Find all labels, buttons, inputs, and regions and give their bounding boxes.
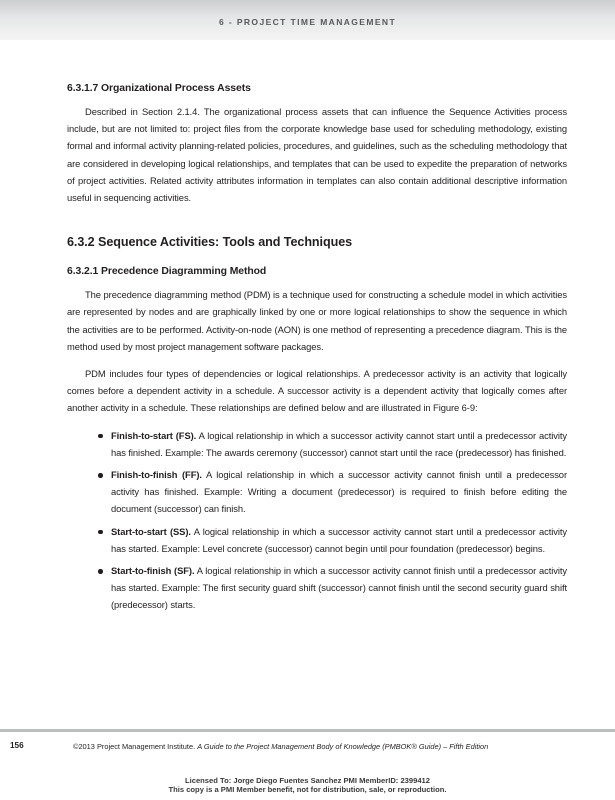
chapter-title: 6 - PROJECT TIME MANAGEMENT [218, 17, 397, 27]
paragraph-pdm-dependencies: PDM includes four types of dependencies or logical relationships. A predecessor activity is an activity that logically comes before a dependent activity in a schedule. A successor activity is a dependent activity that logically comes after another activity in a schedule. These relationships are defined below and are illustrated in Figure 6-9: [67, 368, 567, 414]
footer-rule [0, 729, 615, 732]
page-content [67, 82, 567, 619]
list-item [111, 523, 567, 557]
bullet-text: A logical relationship in which a successor activity cannot start until a predecessor activity has started. Example: Level concrete (successor) cannot begin until pour foundation (predecessor) begins. [111, 525, 568, 554]
page-number: 156 [10, 741, 24, 750]
list-item [111, 562, 567, 614]
copyright-line [73, 742, 488, 751]
bullet-text: A logical relationship in which a successor activity cannot start until a predecessor activity has finished. Example: The awards ceremony (successor) cannot start until the race (predecessor) has finished. [111, 429, 567, 458]
header-band [0, 0, 615, 40]
bullet-text: A logical relationship in which a successor activity cannot finish until a predecessor activity has started. Example: The first security guard shift (successor) cannot finish until the second security guard shift (predecessor) starts. [111, 565, 567, 611]
bullet-term: Start-to-start (SS). [111, 525, 191, 537]
heading-6-3-2-1: 6.3.2.1 Precedence Diagramming Method [67, 266, 267, 278]
book-title: A Guide to the Project Management Body of Knowledge (PMBOK® Guide) – Fifth Edition [197, 742, 489, 751]
bullet-text: A logical relationship in which a successor activity cannot finish until a predecessor activity has finished. Example: Writing a document (predecessor) is required to finish before editing the document (successor) can finish. [111, 469, 567, 515]
heading-6-3-2: 6.3.2 Sequence Activities: Tools and Techniques [67, 235, 353, 250]
list-item [111, 466, 567, 518]
license-notice [0, 776, 615, 794]
paragraph-org-process-assets: Described in Section 2.1.4. The organizational process assets that can influence the Sequence Activities process include, but are not limited to: project files from the corporate knowledge base used for scheduling methodology, existing formal and informal activity planning-related policies, procedures, and guidelines, such as the scheduling methodology that are considered in developing logical relationships, and templates that can be used to expedite the preparation of networks of project activities. Related activity attributes information in templates can also contain additional descriptive information useful in sequencing activities. [67, 106, 567, 204]
license-line-2: This copy is a PMI Member benefit, not for distribution, sale, or reproduction. [168, 785, 447, 794]
dependency-list [67, 427, 567, 614]
copyright-prefix: ©2013 Project Management Institute. [73, 742, 196, 751]
list-item [111, 427, 567, 461]
license-line-1: Licensed To: Jorge Diego Fuentes Sanchez PMI MemberID: 2399412 [184, 776, 431, 785]
paragraph-pdm-intro: The precedence diagramming method (PDM) is a technique used for constructing a schedule model in which activities are represented by nodes and are graphically linked by one or more logical relationships to show the sequence in which the activities are to be performed. Activity-on-node (AON) is one method of representing a precedence diagram. This is the method used by most project management software packages. [67, 289, 567, 352]
bullet-term: Finish-to-finish (FF). [111, 469, 202, 481]
heading-6-3-1-7: 6.3.1.7 Organizational Process Assets [67, 83, 251, 94]
bullet-term: Start-to-finish (SF). [111, 565, 195, 577]
bullet-term: Finish-to-start (FS). [111, 429, 197, 441]
